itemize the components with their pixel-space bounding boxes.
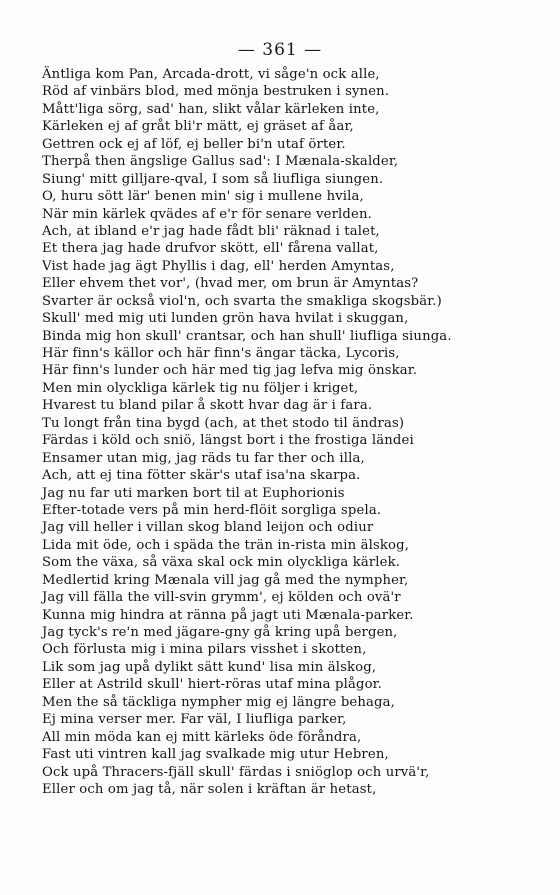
poem-line: Ej mina verser mer. Far väl, I liufliga parker, [42,712,347,728]
poem-line: Binda mig hon skull' crantsar, och han shull' liufliga siunga. [42,328,452,344]
poem-line: Här finn's källor och här finn's ängar täcka, Lycoris, [42,346,400,361]
poem-line: Men the så täckliga nympher mig ej längre behaga, [42,694,395,710]
poem-line: Eller ehvem thet vor', (hvad mer, om brun är Amyntas? [42,276,419,292]
poem-line: Et thera jag hade drufvor skött, ell' fårena vallat, [42,241,379,257]
poem-line: Jag nu far uti marken bort til at Euphorionis [42,485,345,501]
poem-line: Eller och om jag tå, när solen i kräftan är hetast, [42,781,377,797]
poem-line: Jag vill fälla the vill-svin grymm', ej kölden och ovä'r [42,590,401,606]
poem-line: Mått'liga sörg, sad' han, slikt vålar kärleken inte, [42,101,380,117]
poem-line: Här finn's lunder och här med tig jag lefva mig önskar. [42,363,418,379]
poem-line: Ach, att ej tina fötter skär's utaf isa'na skarpa. [42,468,361,484]
poem-line: Hvarest tu bland pilar å skott hvar dag är i fara. [42,398,373,414]
poem-line: Ock upå Thracers-fjäll skull' färdas i sniöglop och urvä'r, [42,764,430,780]
poem-line: Fast uti vintren kall jag svalkade mig utur Hebren, [42,747,389,763]
poem-line: Svarter är också viol'n, och svarta the smakliga skogsbär.) [42,293,442,309]
poem-line: Lik som jag upå dylikt sätt kund' lisa min älskog, [42,659,377,675]
poem-line: Kunna mig hindra at ränna på jagt uti Mænala-parker. [42,607,414,623]
poem-line: Gettren ock ej af löf, ej beller bi'n utaf örter. [42,136,346,152]
poem-line: Efter-totade vers på min herd-flöit sorgliga spela. [42,502,382,518]
poem-line: Jag tyck's re'n med jägare-gny gå kring upå bergen, [42,625,398,640]
poem-line: När min kärlek qvädes af e'r för senare verlden. [42,206,372,222]
poem-line: Äntliga kom Pan, Arcada-drott, vi såge'n ock alle, [42,67,380,82]
poem-line: Röd af vinbärs blod, med mönja bestruken i synen. [42,84,390,100]
poem-line: Tu longt från tina bygd (ach, at thet stodo til ändras) [42,415,405,431]
poem-line: Kärleken ej af gråt bli'r mätt, ej gräset af åar, [42,119,354,135]
poem-line: Ensamer utan mig, jag räds tu far ther och illa, [42,450,365,466]
poem-line: Vist hade jag ägt Phyllis i dag, ell' herden Amyntas, [42,258,395,274]
poem-line: Färdas i köld och sniö, längst bort i the frostiga ländei [42,433,414,449]
poem-line: Ach, at ibland e'r jag hade fådt bli' räknad i talet, [42,223,380,239]
poem-line: Jag vill heller i villan skog bland leijon och odiur [42,520,374,536]
poem-line: Therpå then ängslige Gallus sad': I Mænala-skalder, [42,154,399,170]
poem-line: Skull' med mig uti lunden grön hava hvilat i skuggan, [42,311,409,327]
poem-line: O, huru sött lär' benen min' sig i mullene hvila, [42,189,364,205]
poem-line: Lida mit öde, och i späda the trän in-rista min älskog, [42,537,410,553]
poem-line: All min möda kan ej mitt kärleks öde föråndra, [42,729,362,745]
page-number: — 361 — [237,40,323,60]
poem-line: Men min olyckliga kärlek tig nu följer i kriget, [42,380,359,396]
poem-line: Medlertid kring Mænala vill jag gå med the nympher, [42,572,409,588]
poem-line: Eller at Astrild skull' hiert-röras utaf mina plågor. [42,677,383,693]
poem-text [42,66,537,798]
poem-line: Siung' mitt gilljare-qval, I som så liufliga siungen. [42,171,384,187]
poem-line: Och förlusta mig i mina pilars visshet i skotten, [42,642,367,658]
poem-line: Som the växa, så växa skal ock min olyckliga kärlek. [42,555,401,571]
